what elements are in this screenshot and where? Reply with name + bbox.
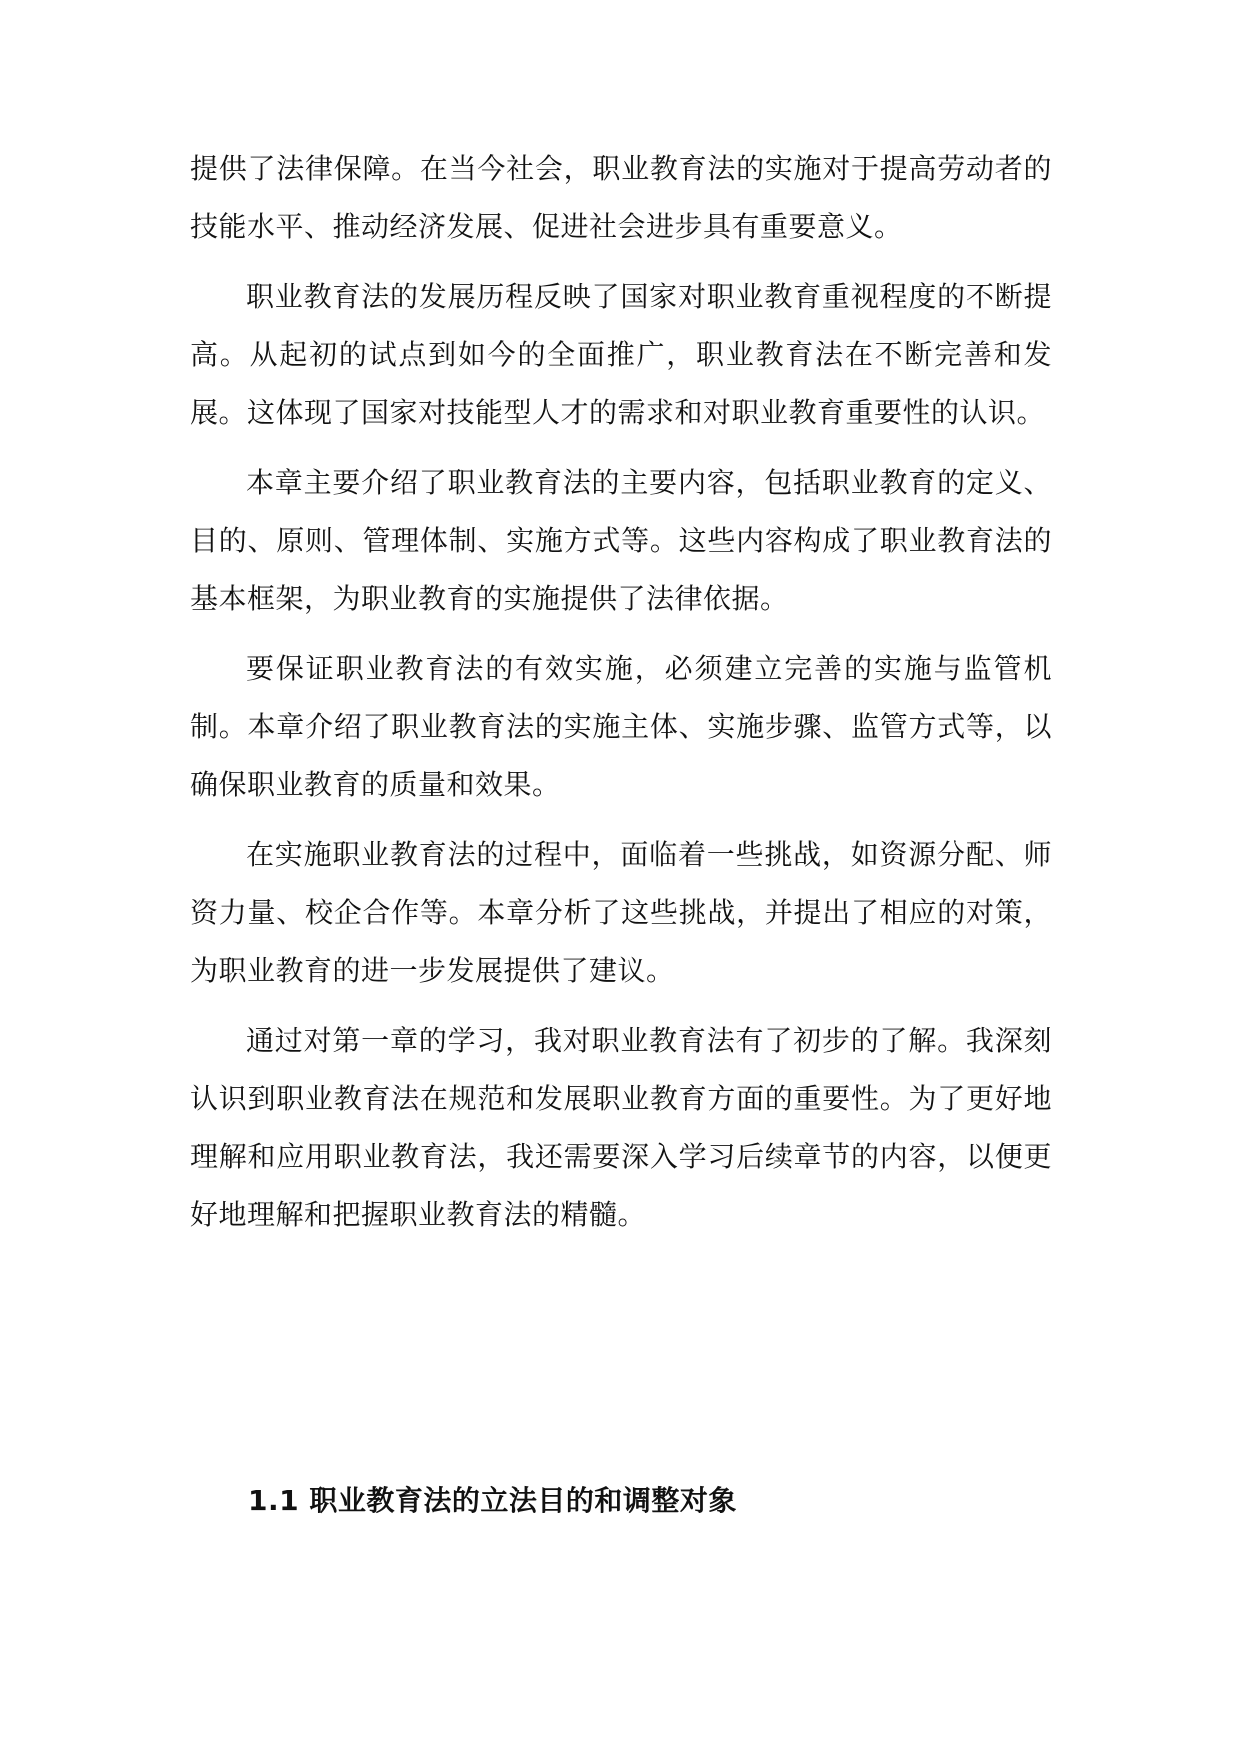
paragraph-continuation: 提供了法律保障。在当今社会，职业教育法的实施对于提高劳动者的技能水平、推动经济发展、促进社会进步具有重要意义。: [190, 152, 1052, 243]
paragraph-main-content: 本章主要介绍了职业教育法的主要内容，包括职业教育的定义、目的、原则、管理体制、实施方式等。这些内容构成了职业教育法的基本框架，为职业教育的实施提供了法律依据。: [190, 466, 1052, 615]
section-heading: 1.1 职业教育法的立法目的和调整对象: [248, 1484, 737, 1517]
body-text: [190, 140, 1052, 1256]
paragraph-development-history: 职业教育法的发展历程反映了国家对职业教育重视程度的不断提高。从起初的试点到如今的全面推广，职业教育法在不断完善和发展。这体现了国家对技能型人才的需求和对职业教育重要性的认识。: [190, 280, 1052, 429]
paragraph-chapter-summary: 通过对第一章的学习，我对职业教育法有了初步的了解。我深刻认识到职业教育法在规范和发展职业教育方面的重要性。为了更好地理解和应用职业教育法，我还需要深入学习后续章节的内容，以便更好地理解和把握职业教育法的精髓。: [190, 1024, 1052, 1231]
paragraph-challenges: 在实施职业教育法的过程中，面临着一些挑战，如资源分配、师资力量、校企合作等。本章分析了这些挑战，并提出了相应的对策，为职业教育的进一步发展提供了建议。: [190, 838, 1052, 987]
paragraph-implementation-mechanism: 要保证职业教育法的有效实施，必须建立完善的实施与监管机制。本章介绍了职业教育法的实施主体、实施步骤、监管方式等，以确保职业教育的质量和效果。: [190, 652, 1052, 801]
